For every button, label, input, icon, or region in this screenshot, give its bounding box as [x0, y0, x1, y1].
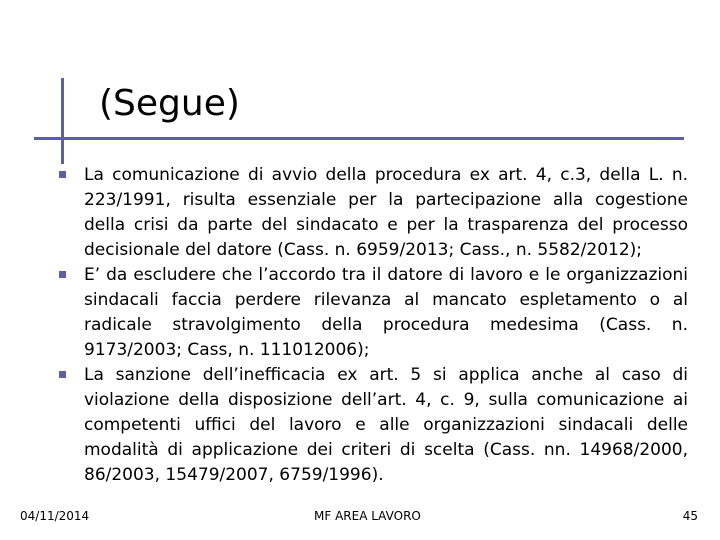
bullet-list — [58, 163, 688, 488]
page-number: 45 — [682, 509, 698, 523]
list-item — [58, 263, 688, 363]
square-bullet-icon — [59, 271, 66, 278]
bullet-text: La comunicazione di avvio della procedura ex art. 4, c.3, della L. n. 223/1991, risulta essenziale per la partecipazione alla cogestione della crisi da parte del sindacato e per la trasparenza del processo decisionale del datore (Cass. n. 6959/2013; Cass., n. 5582/2012); — [84, 165, 688, 260]
square-bullet-icon — [59, 371, 66, 378]
title-horizontal-rule — [34, 137, 684, 140]
bullet-text: E’ da escludere che l’accordo tra il datore di lavoro e le organizzazioni sindacali faccia perdere rilevanza al mancato espletamento o al radicale stravolgimento della procedura medesima (Cass. n. 9173/2003; Cass, n. 111012006); — [84, 265, 688, 360]
bullet-text: La sanzione dell’inefficacia ex art. 5 si applica anche al caso di violazione della disposizione dell’art. 4, c. 9, sulla comunicazione ai competenti uffici del lavoro e alle organizzazioni sindacali delle modalità di applicazione dei criteri di scelta (Cass. nn. 14968/2000, 86/2003, 15479/2007, 6759/1996). — [84, 365, 688, 485]
footer-author: MF AREA LAVORO — [314, 509, 421, 523]
list-item — [58, 363, 688, 488]
list-item — [58, 163, 688, 263]
footer-date: 04/11/2014 — [20, 509, 90, 523]
square-bullet-icon — [59, 171, 66, 178]
slide-title: (Segue) — [99, 83, 240, 124]
title-vertical-rule — [61, 78, 64, 164]
